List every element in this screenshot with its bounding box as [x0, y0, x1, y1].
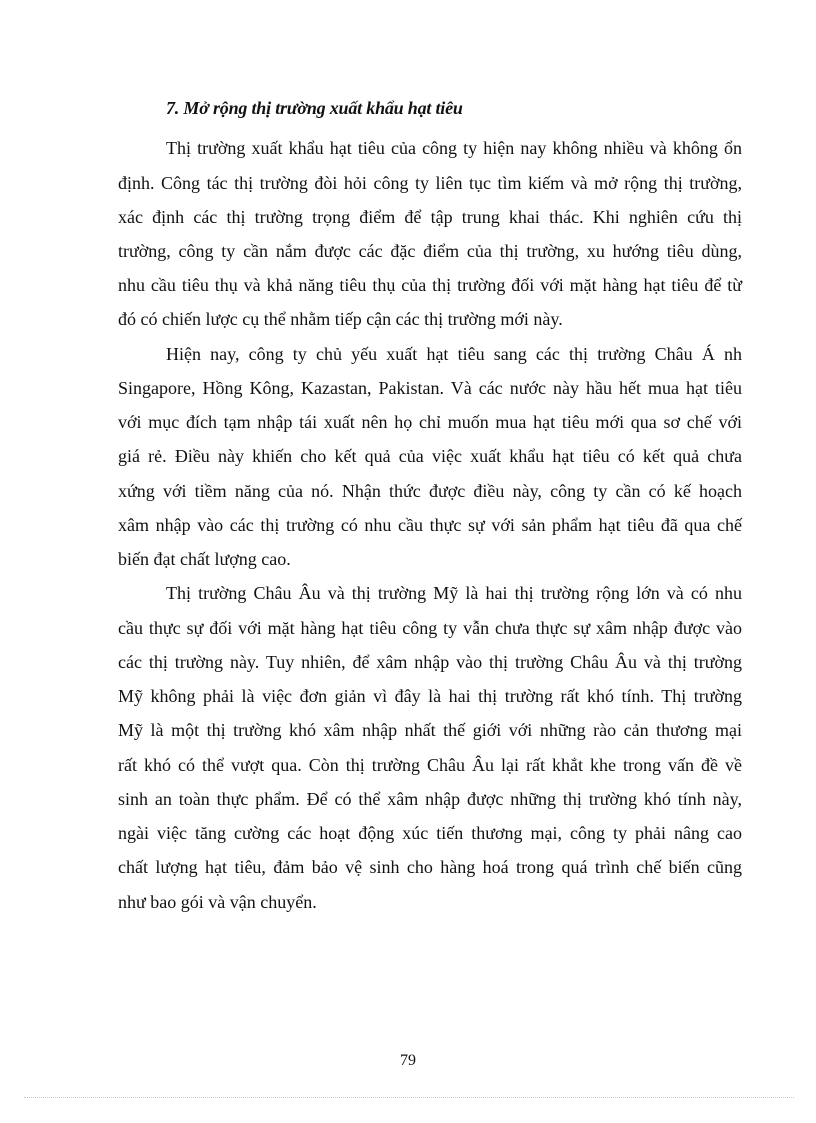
paragraph-1-line-2: định. Công tác thị trường đòi hỏi công ty liên tục tìm kiếm và mở rộng thị trường,	[118, 173, 742, 193]
paragraph-3-line-10: như bao gói và vận chuyển.	[118, 892, 317, 912]
paragraph-2-line-3: với mục đích tạm nhập tái xuất nên họ chỉ muốn mua hạt tiêu mới qua sơ chế với	[118, 412, 742, 432]
paragraph-3-line-3: các thị trường này. Tuy nhiên, để xâm nhập vào thị trường Châu Âu và thị trường	[118, 652, 742, 672]
paragraph-3-line-8: ngài việc tăng cường các hoạt động xúc tiến thương mại, công ty phải nâng cao	[118, 823, 742, 843]
paragraph-2-line-1: Hiện nay, công ty chủ yếu xuất hạt tiêu sang các thị trường Châu Á nh	[166, 344, 742, 364]
paragraph-3-line-2: cầu thực sự đối với mặt hàng hạt tiêu công ty vẫn chưa thực sự xâm nhập được vào	[118, 618, 742, 638]
paragraph-1-line-6: đó có chiến lược cụ thể nhằm tiếp cận các thị trường mới này.	[118, 309, 563, 329]
paragraph-2-line-5: xứng với tiềm năng của nó. Nhận thức được điều này, công ty cần có kế hoạch	[118, 481, 742, 501]
paragraph-3-line-6: rất khó có thể vượt qua. Còn thị trường Châu Âu lại rất khắt khe trong vấn đề về	[118, 755, 742, 775]
page-number: 79	[400, 1052, 416, 1069]
paragraph-1-line-5: nhu cầu tiêu thụ và khả năng tiêu thụ của thị trường đối với mặt hàng hạt tiêu để từ	[118, 275, 742, 295]
paragraph-3-line-9: chất lượng hạt tiêu, đảm bảo vệ sinh cho hàng hoá trong quá trình chế biến cũng	[118, 857, 742, 877]
paragraph-3-line-1: Thị trường Châu Âu và thị trường Mỹ là hai thị trường rộng lớn và có nhu	[166, 583, 742, 603]
paragraph-3-line-7: sinh an toàn thực phẩm. Để có thể xâm nhập được những thị trường khó tính này,	[118, 789, 742, 809]
section-heading: 7. Mở rộng thị trường xuất khẩu hạt tiêu	[166, 98, 463, 118]
paragraph-2-line-4: giá rẻ. Điều này khiến cho kết quả của việc xuất khẩu hạt tiêu có kết quả chưa	[118, 446, 742, 466]
paragraph-1-line-1: Thị trường xuất khẩu hạt tiêu của công ty hiện nay không nhiều và không ổn	[166, 138, 742, 158]
paragraph-3-line-4: Mỹ không phải là việc đơn giản vì đây là hai thị trường rất khó tính. Thị trường	[118, 686, 742, 706]
paragraph-3-line-5: Mỹ là một thị trường khó xâm nhập nhất thế giới với những rào cản thương mại	[118, 720, 742, 740]
paragraph-1-line-3: xác định các thị trường trọng điểm để tập trung khai thác. Khi nghiên cứu thị	[118, 207, 742, 227]
paragraph-2-line-7: biến đạt chất lượng cao.	[118, 549, 291, 569]
page-bottom-divider	[24, 1097, 794, 1098]
paragraph-2-line-6: xâm nhập vào các thị trường có nhu cầu thực sự với sản phẩm hạt tiêu đã qua chế	[118, 515, 742, 535]
paragraph-2-line-2: Singapore, Hồng Kông, Kazastan, Pakistan. Và các nước này hầu hết mua hạt tiêu	[118, 378, 742, 398]
paragraph-1-line-4: trường, công ty cần nắm được các đặc điểm của thị trường, xu hướng tiêu dùng,	[118, 241, 742, 261]
